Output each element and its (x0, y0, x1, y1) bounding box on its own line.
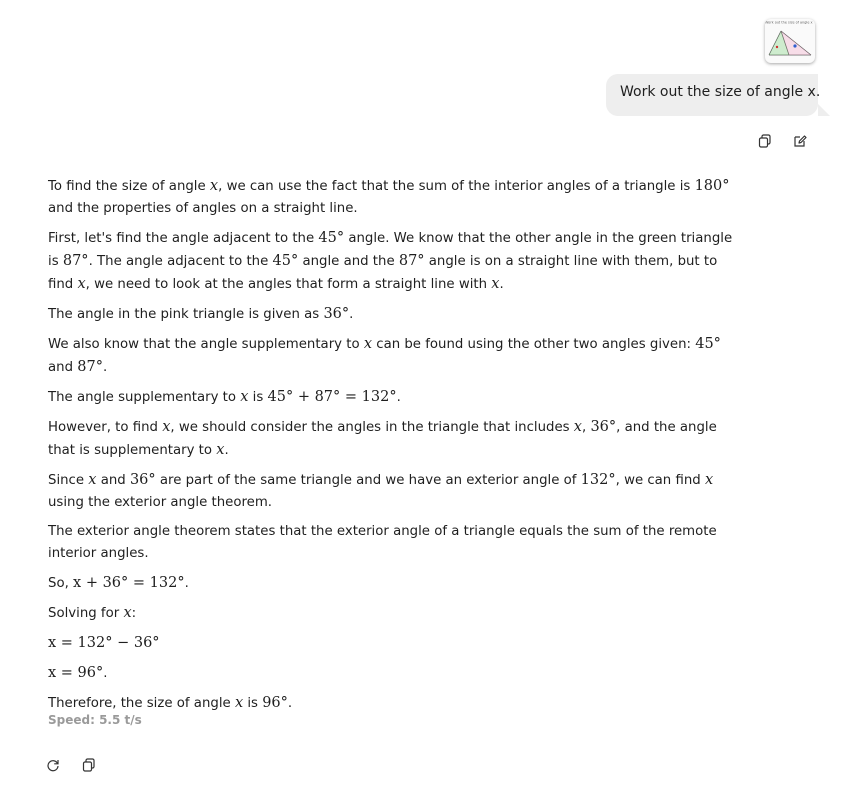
math-expression: 45° (318, 230, 345, 246)
answer-text: and (96, 473, 130, 488)
math-expression: 36° (129, 472, 156, 488)
user-message-bubble (606, 74, 821, 116)
math-expression: 87° (62, 253, 89, 269)
math-expression: 45° + 87° = 132° (267, 389, 397, 405)
math-expression: x (209, 178, 219, 194)
copy-answer-button[interactable] (82, 757, 96, 771)
answer-text: . (349, 307, 354, 322)
math-expression: x = 96° (48, 665, 104, 681)
answer-text: . (287, 696, 293, 711)
answer-text: To find the size of angle (48, 179, 210, 194)
edit-message-button[interactable] (793, 134, 809, 150)
math-expression: x (491, 276, 500, 292)
assistant-answer (48, 175, 738, 722)
math-expression: 45° (272, 253, 299, 269)
answer-text: The angle supplementary to (48, 390, 241, 405)
math-expression: 132° (580, 472, 616, 488)
triangle-diagram-thumbnail-icon (765, 19, 815, 63)
thumbnail-caption: Work out the size of angle x (765, 20, 813, 25)
answer-paragraph (48, 662, 738, 685)
math-expression: 87° (77, 359, 103, 375)
answer-text: can be found using the other two angles given: (372, 337, 696, 352)
math-expression: x (123, 605, 132, 621)
answer-text: , and the angle that is supplementary to (48, 420, 717, 458)
answer-text: , (581, 420, 591, 435)
answer-text: . (224, 443, 229, 458)
attachment-thumbnail[interactable] (765, 19, 815, 63)
math-expression: 180° (694, 178, 730, 194)
answer-text: and the properties of angles on a straight line. (48, 201, 358, 216)
answer-text: . (499, 277, 504, 292)
answer-text: First, let's find the angle adjacent to the (48, 231, 319, 246)
math-expression: x (234, 695, 244, 711)
math-expression: x (88, 472, 97, 488)
math-expression: x (240, 389, 249, 405)
answer-paragraph (48, 303, 738, 326)
math-expression: x (77, 276, 86, 292)
answer-paragraph (48, 386, 738, 409)
answer-text: . (103, 666, 108, 681)
answer-text: , we can find (615, 473, 705, 488)
user-message-text: Work out the size of angle x. (620, 84, 821, 100)
copy-icon (758, 134, 772, 148)
answer-paragraph (48, 416, 738, 462)
answer-text: are part of the same triangle and we have an exterior angle of (155, 473, 581, 488)
answer-text: angle and the (298, 254, 399, 269)
answer-text: The angle in the pink triangle is given as (48, 307, 324, 322)
answer-text: Solving for (48, 606, 124, 621)
answer-paragraph (48, 333, 738, 379)
answer-paragraph (48, 175, 738, 220)
copy-icon (82, 758, 96, 772)
answer-paragraph (48, 572, 738, 595)
answer-text: . (102, 360, 108, 375)
copy-message-button[interactable] (758, 134, 774, 150)
answer-text: using the exterior angle theorem. (48, 495, 273, 510)
math-expression: x + 36° = 132° (73, 575, 185, 591)
math-expression: x (162, 419, 171, 435)
answer-text: , we should consider the angles in the triangle that includes (170, 420, 574, 435)
answer-paragraph (48, 602, 738, 625)
answer-paragraph (48, 227, 738, 296)
math-expression: 87° (398, 253, 425, 269)
math-expression: x (216, 442, 225, 458)
math-expression: x (573, 419, 582, 435)
answer-text: is (248, 390, 268, 405)
math-expression: x = 132° − 36° (48, 635, 160, 651)
answer-paragraph (48, 692, 738, 715)
answer-text: So, (48, 576, 74, 591)
math-expression: 36° (590, 419, 617, 435)
answer-paragraph (48, 521, 738, 565)
answer-text: and (48, 360, 78, 375)
answer-text: The exterior angle theorem states that the exterior angle of a triangle equals the sum of the remote interior angles. (48, 524, 717, 561)
math-expression: x (363, 336, 373, 352)
answer-text: , we need to look at the angles that form a straight line with (85, 277, 492, 292)
edit-icon (793, 134, 807, 148)
regenerate-icon (46, 758, 60, 772)
math-expression: 96° (262, 695, 288, 711)
answer-text: . (184, 576, 189, 591)
math-expression: x (704, 472, 714, 488)
answer-text: However, to find (48, 420, 163, 435)
answer-paragraph (48, 632, 738, 655)
regenerate-button[interactable] (46, 757, 60, 771)
answer-text: angle. We know that the other angle in the green triangle is (48, 231, 733, 269)
generation-speed: Speed: 5.5 t/s (48, 713, 142, 727)
answer-text: . The angle adjacent to the (88, 254, 273, 269)
math-expression: 36° (323, 306, 350, 322)
answer-text: Therefore, the size of angle (48, 696, 235, 711)
answer-text: , we can use the fact that the sum of the interior angles of a triangle is (218, 179, 695, 194)
answer-text: angle is on a straight line with them, but to find (48, 254, 718, 292)
answer-text: : (131, 606, 137, 621)
answer-text: . (396, 390, 401, 405)
bubble-tail (818, 104, 830, 116)
answer-text: is (243, 696, 263, 711)
answer-text: Since (48, 473, 89, 488)
math-expression: 45° (695, 336, 721, 352)
answer-text: We also know that the angle supplementary to (48, 337, 364, 352)
answer-paragraph (48, 469, 738, 514)
